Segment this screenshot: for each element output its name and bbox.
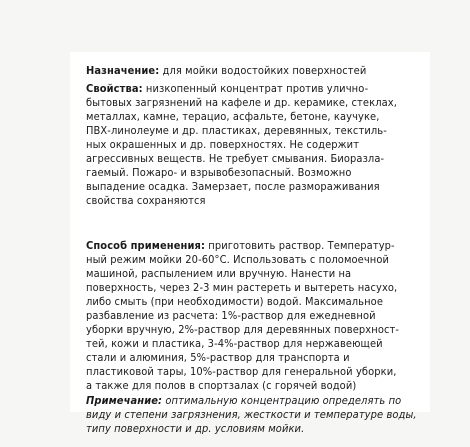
usage-line: стали и алюминия, 5%-раствор для транспорта и <box>86 351 350 364</box>
usage-line <box>86 239 420 253</box>
usage-line: уборки вручную, 2%-раствор для деревянных поверхност- <box>86 323 400 336</box>
properties-line <box>86 82 420 96</box>
usage-text: приготовить раствор. Температур- <box>205 239 395 252</box>
usage-line: пластиковой тары, 10%-раствор для генеральной уборки, <box>86 365 397 378</box>
properties-line: гаемый. Пожаро- и взрывобезопасный. Возможно <box>86 166 352 179</box>
properties-line: бытовых загрязнений на кафеле и др. керамике, стеклах, <box>86 96 397 109</box>
usage-line: либо смыть (при необходимости) водой. Максимальное <box>86 295 384 308</box>
usage-line: тей, кожи и пластика, 3-4%-раствор для нержавеющей <box>86 337 383 350</box>
properties-line: агрессивных веществ. Не требует смывания. Биоразла- <box>86 152 385 165</box>
usage-line: поверхность, через 2-3 мин растереть и вытереть насухо, <box>86 281 398 294</box>
note-heading: Примечание: <box>86 394 163 407</box>
properties-line: ПВХ-линолеуме и др. пластиках, деревянных, текстиль- <box>86 124 387 137</box>
usage-heading: Способ применения: <box>86 239 206 252</box>
usage-line: а также для полов в спортзалах (с горячей водой) <box>86 379 357 392</box>
properties-line: выпадение осадка. Замерзает, после размораживания <box>86 180 380 193</box>
purpose-text: для мойки водостойких поверхностей <box>159 64 367 77</box>
usage-line: ный режим мойки 20-60°С. Использовать с поломоечной <box>86 253 390 266</box>
purpose-section <box>86 64 420 78</box>
usage-section <box>86 239 420 393</box>
purpose-heading: Назначение: <box>86 64 160 77</box>
note-line: типу поверхности и др. условиям мойки. <box>86 422 305 435</box>
properties-text: низкопенный концентрат против уличнo- <box>142 82 369 95</box>
product-label <box>70 52 430 435</box>
usage-line: разбавление из расчета: 1%-раствор для ежедневной <box>86 309 376 322</box>
properties-line: свойства сохраняются <box>86 194 206 207</box>
note-section <box>86 394 420 436</box>
usage-line: машиной, распылением или вручную. Нанести на <box>86 267 352 280</box>
properties-section <box>86 82 420 208</box>
purpose-line <box>86 64 420 78</box>
properties-line: ных окрашенных и др. поверхностях. Не содержит <box>86 138 360 151</box>
note-line <box>86 394 420 408</box>
properties-heading: Свойства: <box>86 82 143 95</box>
note-text: оптимальную концентрацию определять по <box>162 394 402 407</box>
properties-line: металлах, камне, терацио, асфальте, бетоне, каучуке, <box>86 110 380 123</box>
note-line: виду и степени загрязнения, жесткости и температуре воды, <box>86 408 417 421</box>
